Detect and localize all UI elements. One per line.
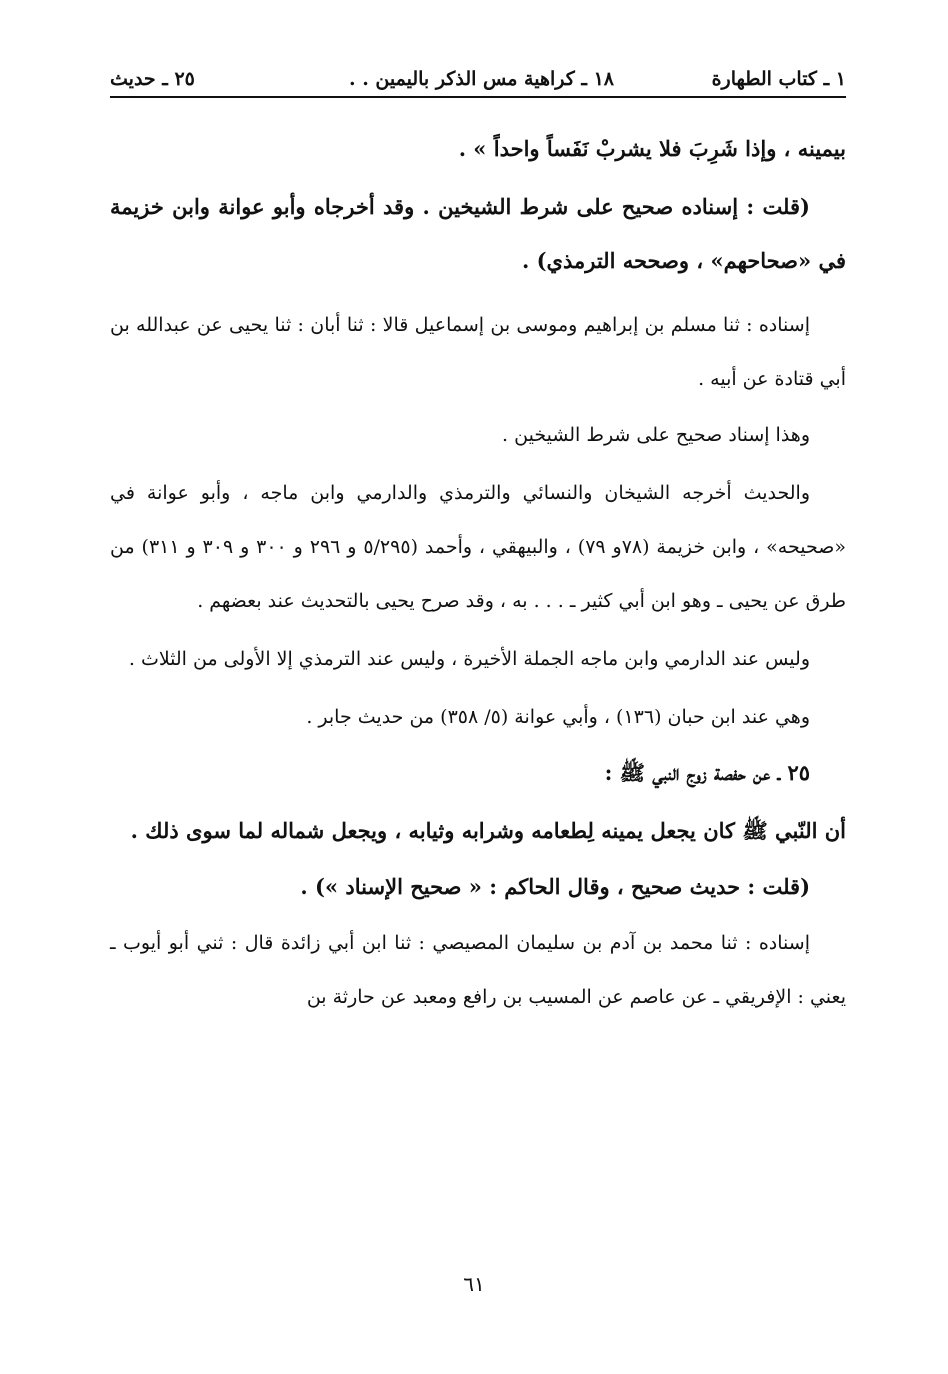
takhrij-paragraph: والحديث أخرجه الشيخان والنسائي والترمذي والدارمي وابن ماجه ، وأبو عوانة في «صحيحه» ، وابن خزيمة (٧٨و ٧٩) ، والبيهقي ، وأحمد (٥/٢٩٥ و ٢٩٦ و ٣٠٠ و ٣٠٩ و ٣١١) من طرق عن يحيى ـ وهو ابن أبي كثير ـ . . . به ، وقد صرح يحيى بالتحديث عند بعضهم . (110, 482, 846, 612)
grading-note: (قلت : إسناده صحيح على شرط الشيخين . وقد أخرجاه وأبو عوانة وابن خزيمة في «صحاحهم» ، وصححه الترمذي) . (110, 194, 846, 273)
running-header (110, 62, 846, 98)
note-paragraph: وليس عند الدارمي وابن ماجه الجملة الأخيرة ، وليس عند الترمذي إلا الأولى من الثلاث . (128, 648, 810, 670)
header-hadith: ٢٥ ـ حديث (110, 68, 195, 90)
isnad-assessment: وهذا إسناد صحيح على شرط الشيخين . (502, 424, 810, 446)
header-chapter: ١ ـ كتاب الطهارة (711, 68, 846, 90)
page-body (110, 122, 846, 1024)
isnad-paragraph-2: إسناده : ثنا محمد بن آدم بن سليمان المصيصي : ثنا ابن أبي زائدة قال : ثني أبو أيوب ـ يعني : الإفريقي ـ عن عاصم عن المسيب بن رافع ومعبد عن حارثة بن (110, 932, 846, 1008)
isnad-paragraph: إسناده : ثنا مسلم بن إبراهيم وموسى بن إسماعيل قالا : ثنا أبان : ثنا يحيى عن عبدالله بن أبي قتادة عن أبيه . (110, 314, 846, 390)
page-number: ٦١ (463, 1272, 485, 1296)
header-section: ١٨ ـ كراهية مس الذكر باليمين . . (348, 68, 614, 90)
note-paragraph-2: وهي عند ابن حبان (١٣٦) ، وأبي عوانة (٥/ ٣٥٨) من حديث جابر . (306, 706, 810, 728)
hadith-heading: ٢٥ ـ عن حفصة زوج النبي ﷺ : (604, 760, 810, 785)
hadith-text-continuation: بيمينه ، وإذا شَرِبَ فلا يشربْ نَفَساً واحداً » . (458, 136, 846, 161)
grading-note-2: (قلت : حديث صحيح ، وقال الحاكم : « صحيح الإسناد ») . (300, 874, 810, 899)
hadith-text: أن النّبي ﷺ كان يجعل يمينه لِطعامه وشرابه وثيابه ، ويجعل شماله لما سوى ذلك . (130, 818, 846, 843)
